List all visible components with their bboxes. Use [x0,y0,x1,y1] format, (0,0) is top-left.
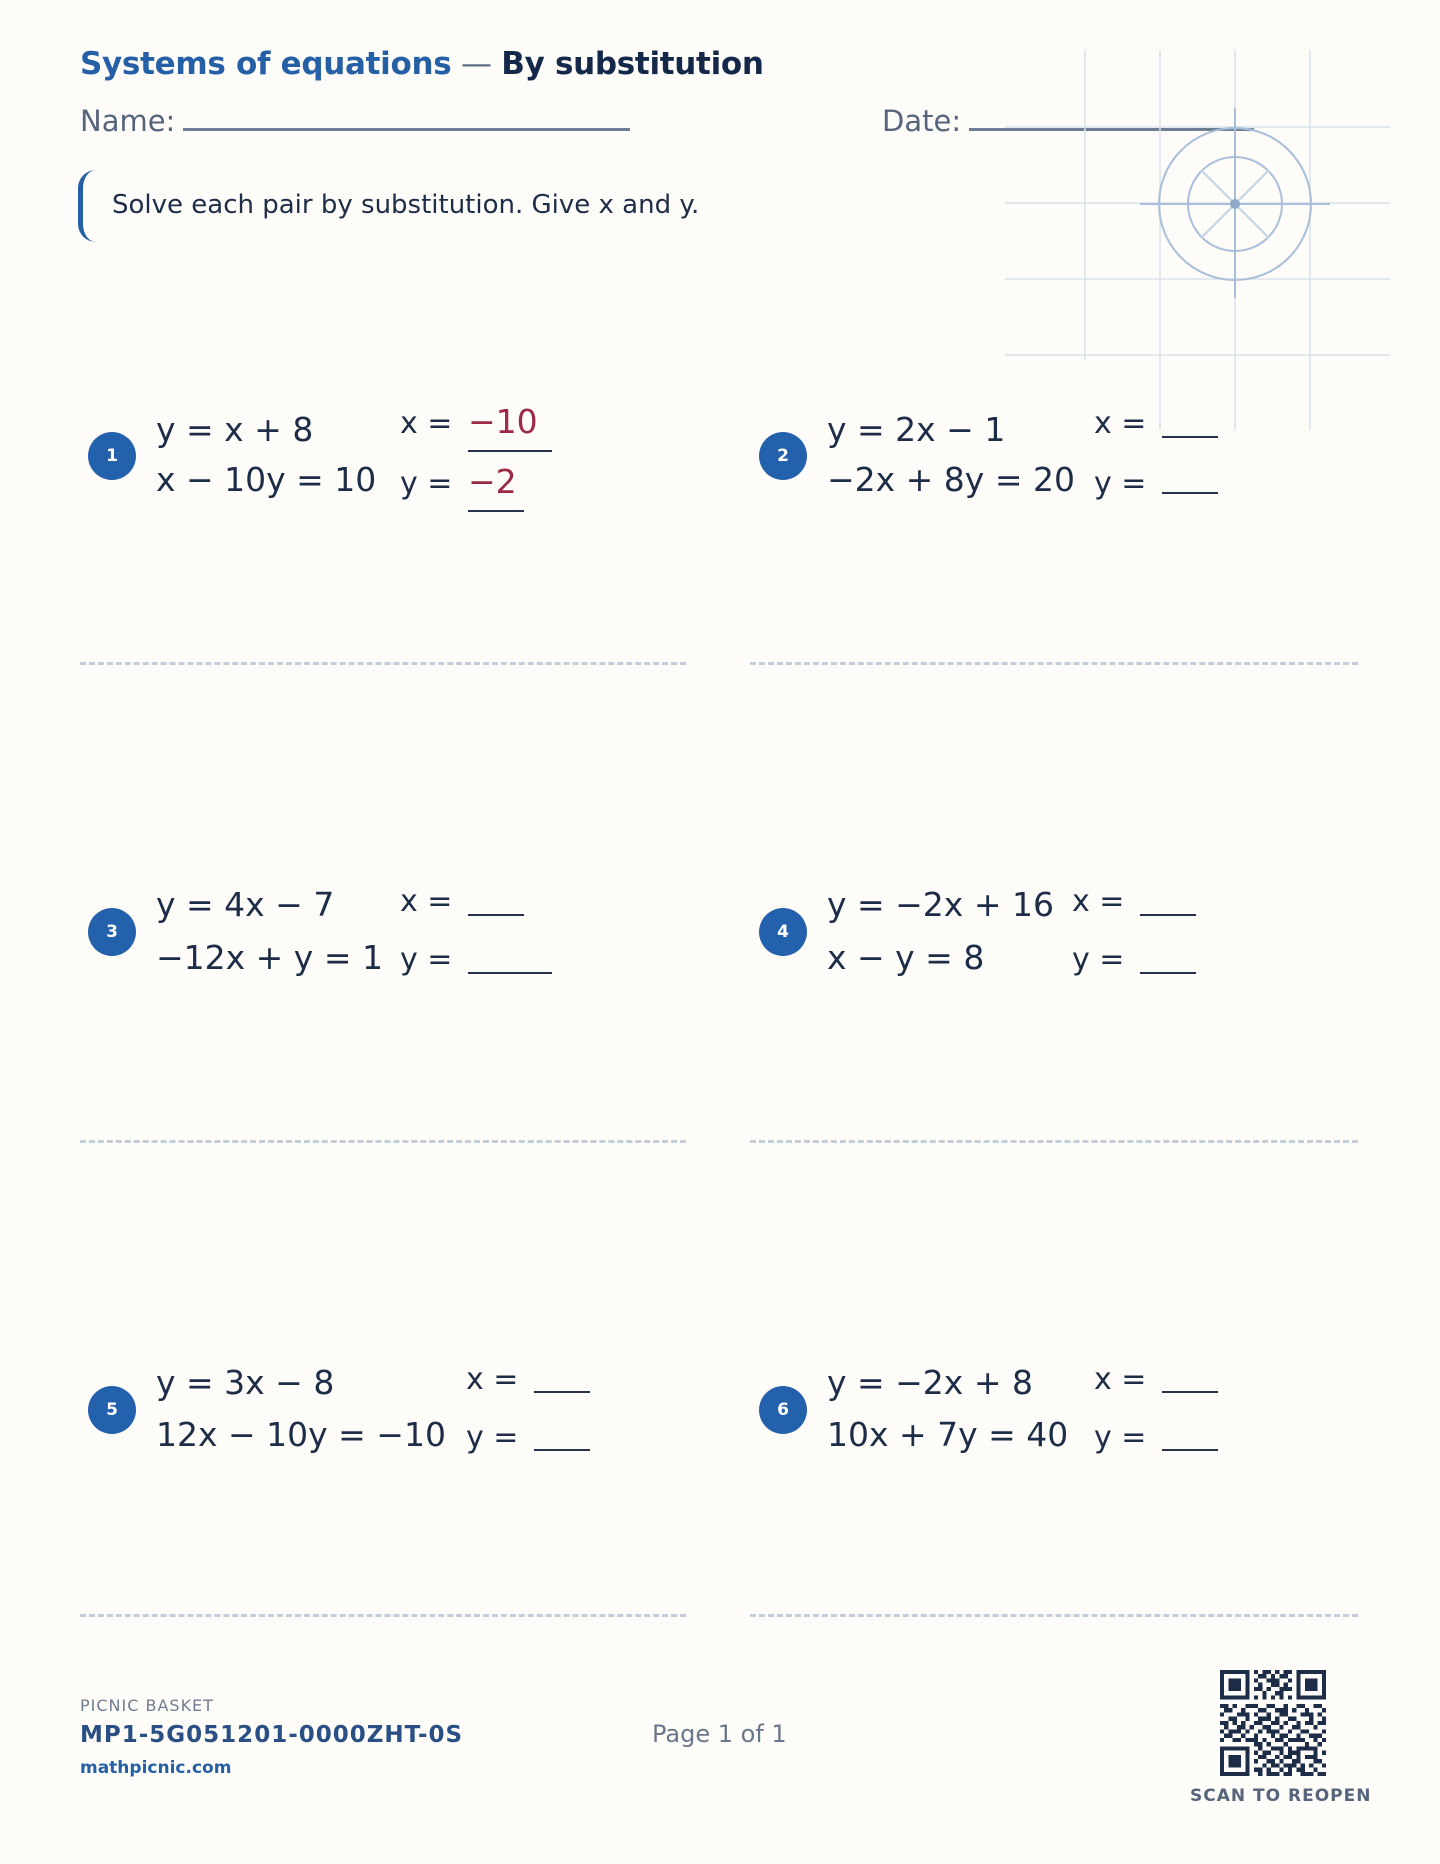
y-answer-label: y = [466,1420,519,1455]
y-answer-blank[interactable] [1140,972,1196,974]
equation-1: y = x + 8 [156,410,314,449]
x-answer-blank[interactable] [1162,1391,1218,1393]
y-answer-label: y = [1072,942,1125,977]
problem-number-badge: 4 [759,908,807,956]
equation-1: y = −2x + 16 [827,885,1054,924]
footer-url-link[interactable]: mathpicnic.com [80,1758,232,1778]
title-separator: — [451,46,502,82]
section-divider [750,1140,1358,1143]
x-answer-blank[interactable] [468,450,552,452]
name-label: Name: [80,104,176,138]
x-answer-label: x = [400,884,453,919]
section-divider [750,1614,1358,1617]
crosshair-grid-watermark-icon [1005,50,1390,430]
y-answer-label: y = [1094,466,1147,501]
equation-2: 10x + 7y = 40 [827,1415,1069,1454]
section-divider [80,662,686,665]
scan-to-reopen-label: SCAN TO REOPEN [1190,1786,1372,1806]
problem-number-badge: 6 [759,1386,807,1434]
equation-2: 12x − 10y = −10 [156,1415,446,1454]
worksheet-title [80,46,764,82]
y-answer-blank[interactable] [468,510,524,512]
problem-number-badge: 2 [759,432,807,480]
y-answer-blank[interactable] [1162,492,1218,494]
x-answer-blank[interactable] [468,914,524,916]
equation-1: y = 2x − 1 [827,410,1006,449]
section-divider [80,1140,686,1143]
equation-1: y = −2x + 8 [827,1363,1033,1402]
section-divider [80,1614,686,1617]
instructions-text: Solve each pair by substitution. Give x and y. [112,190,700,220]
title-method: By substitution [501,46,764,82]
x-answer-label: x = [1094,1362,1147,1397]
equation-2: x − y = 8 [827,938,985,977]
y-answer-blank[interactable] [534,1449,590,1451]
date-label: Date: [882,104,962,138]
name-field-line[interactable] [183,128,630,131]
x-answer-label: x = [1072,884,1125,919]
y-answer-blank[interactable] [1162,1449,1218,1451]
problem-number-badge: 5 [88,1386,136,1434]
qr-code-icon[interactable] [1220,1670,1326,1776]
x-answer-blank[interactable] [1162,436,1218,438]
x-answer-value: −10 [468,402,538,441]
y-answer-blank[interactable] [468,972,552,974]
problem-number-badge: 1 [88,432,136,480]
title-topic: Systems of equations [80,46,452,82]
x-answer-blank[interactable] [534,1391,590,1393]
instructions-bracket [78,170,99,242]
equation-2: x − 10y = 10 [156,460,377,499]
problem-number-badge: 3 [88,908,136,956]
equation-1: y = 3x − 8 [156,1363,335,1402]
y-answer-label: y = [400,942,453,977]
x-answer-label: x = [1094,406,1147,441]
x-answer-label: x = [400,406,453,441]
section-divider [750,662,1358,665]
x-answer-blank[interactable] [1140,914,1196,916]
footer-brand: PICNIC BASKET [80,1696,214,1715]
y-answer-label: y = [1094,1420,1147,1455]
worksheet-code: MP1-5G051201-0000ZHT-0S [80,1722,464,1748]
y-answer-value: −2 [468,462,517,501]
y-answer-label: y = [400,466,453,501]
x-answer-label: x = [466,1362,519,1397]
page-indicator: Page 1 of 1 [652,1720,787,1748]
equation-2: −2x + 8y = 20 [827,460,1075,499]
equation-1: y = 4x − 7 [156,885,335,924]
equation-2: −12x + y = 1 [156,938,383,977]
